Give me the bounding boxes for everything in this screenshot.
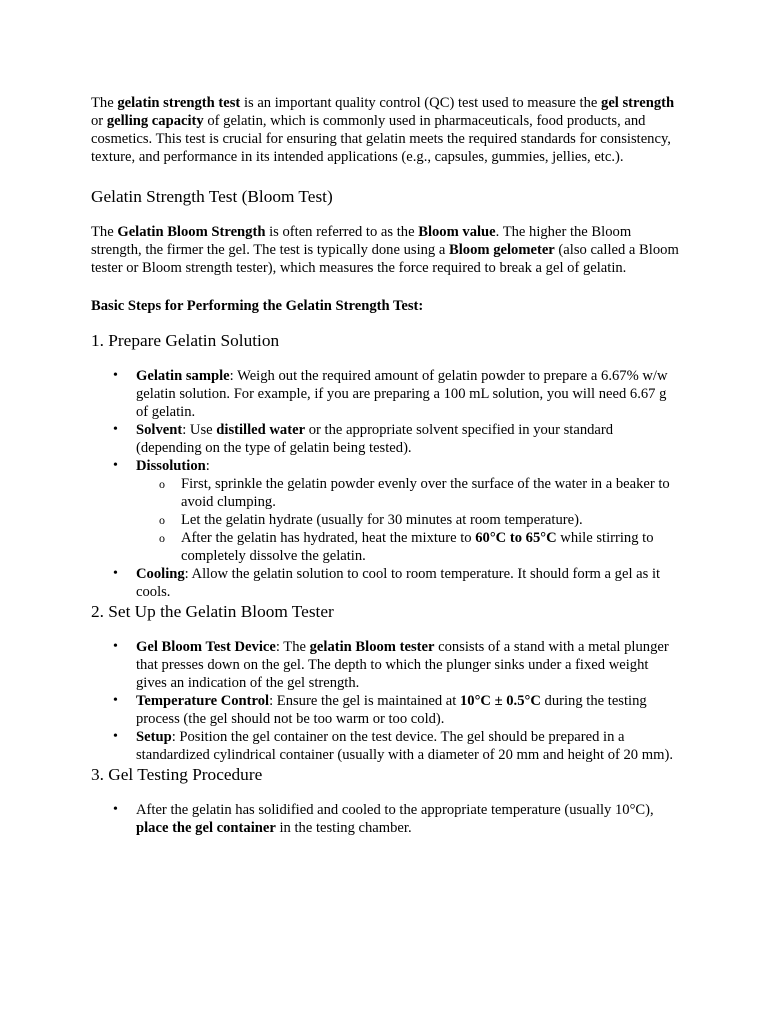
bold-text: gelling capacity [106, 113, 204, 129]
section-2-list [91, 638, 681, 764]
text: is an important quality control (QC) test used to measure the [240, 95, 602, 111]
text: of gelatin, which is commonly used in pharmaceuticals, food products, and cosmetics. This test is crucial for ensuring that gelatin meets the required standards for consistency, texture, and performance in its intended applications (e.g., capsules, gummies, jellies, etc.). [91, 113, 671, 165]
text: : Allow the gelatin solution to cool to room temperature. It should form a gel as it cools. [136, 566, 661, 600]
bold-text: 60°C to 65°C [475, 530, 557, 546]
section-2-heading: 2. Set Up the Gelatin Bloom Tester [91, 602, 334, 621]
bold-text: Temperature Control [136, 693, 270, 709]
dissolution-sublist [136, 475, 681, 565]
list-item [91, 457, 681, 565]
sub-list-item: o First, sprinkle the gelatin powder evenly over the surface of the water in a beaker to avoid clumping. [136, 475, 681, 511]
text: is often referred to as the [265, 224, 419, 240]
bold-text: Gelatin Bloom Strength [117, 224, 266, 240]
list-item [91, 728, 681, 764]
text: : [205, 458, 210, 474]
text: in the testing chamber. [275, 820, 412, 836]
text: After the gelatin has solidified and cooled to the appropriate temperature (usually 10°C), [136, 802, 654, 818]
text: or [91, 113, 107, 129]
text: : Position the gel container on the test device. The gel should be prepared in a standardized cylindrical container (usually with a diameter of 20 mm and height of 20 mm). [136, 729, 673, 763]
bloom-paragraph [91, 223, 681, 277]
text: : Ensure the gel is maintained at [269, 693, 460, 709]
section-3-list [91, 801, 681, 837]
bold-text: Bloom value [418, 224, 496, 240]
bold-text: gelatin strength test [117, 95, 241, 111]
bold-text: gelatin Bloom tester [309, 639, 435, 655]
bold-text: Gel Bloom Test Device [136, 639, 276, 655]
section-1-heading: 1. Prepare Gelatin Solution [91, 331, 280, 350]
document-page [91, 94, 681, 837]
bold-text: Bloom gelometer [449, 242, 555, 258]
text: . The higher the Bloom strength, the firmer the gel. The test is typically done using a [91, 224, 632, 258]
text: After the gelatin has hydrated, heat the mixture to [181, 530, 476, 546]
intro-paragraph [91, 94, 681, 166]
list-item [91, 367, 681, 421]
text: : Weigh out the required amount of gelatin powder to prepare a 6.67% w/w gelatin solution. For example, if you are preparing a 100 mL solution, you will need 6.67 g of gelatin. [136, 368, 668, 420]
bold-text: distilled water [216, 422, 306, 438]
bold-text: Dissolution [136, 458, 206, 474]
text: The [91, 224, 118, 240]
text: or the appropriate solvent specified in your standard (depending on the type of gelatin being tested). [136, 422, 614, 456]
list-item [91, 638, 681, 692]
bold-text: place the gel container [136, 820, 276, 836]
list-item [91, 565, 681, 601]
text: : Use [182, 422, 217, 438]
sub-list-item [136, 529, 681, 565]
list-item [91, 801, 681, 837]
text: : The [275, 639, 310, 655]
bold-text: Cooling [136, 566, 185, 582]
text: during the testing process (the gel should not be too warm or too cold). [136, 693, 647, 727]
steps-title: Basic Steps for Performing the Gelatin Strength Test: [91, 298, 424, 314]
section-3-heading: 3. Gel Testing Procedure [91, 765, 263, 784]
text: while stirring to completely dissolve the gelatin. [181, 530, 654, 564]
text: The [91, 95, 118, 111]
section-1-list [91, 367, 681, 601]
bold-text: Setup [136, 729, 172, 745]
bold-text: Gelatin sample [136, 368, 230, 384]
bold-text: Solvent [136, 422, 183, 438]
list-item [91, 421, 681, 457]
sub-list-item: o Let the gelatin hydrate (usually for 30 minutes at room temperature). [136, 511, 681, 529]
text: consists of a stand with a metal plunger that presses down on the gel. The depth to which the plunger sinks under a fixed weight gives an indication of the gel strength. [136, 639, 669, 691]
list-item [91, 692, 681, 728]
text: (also called a Bloom tester or Bloom strength tester), which measures the force required to break a gel of gelatin. [91, 242, 679, 276]
bloom-test-heading: Gelatin Strength Test (Bloom Test) [91, 187, 333, 206]
bold-text: 10°C ± 0.5°C [459, 693, 541, 709]
bold-text: gel strength [601, 95, 675, 111]
